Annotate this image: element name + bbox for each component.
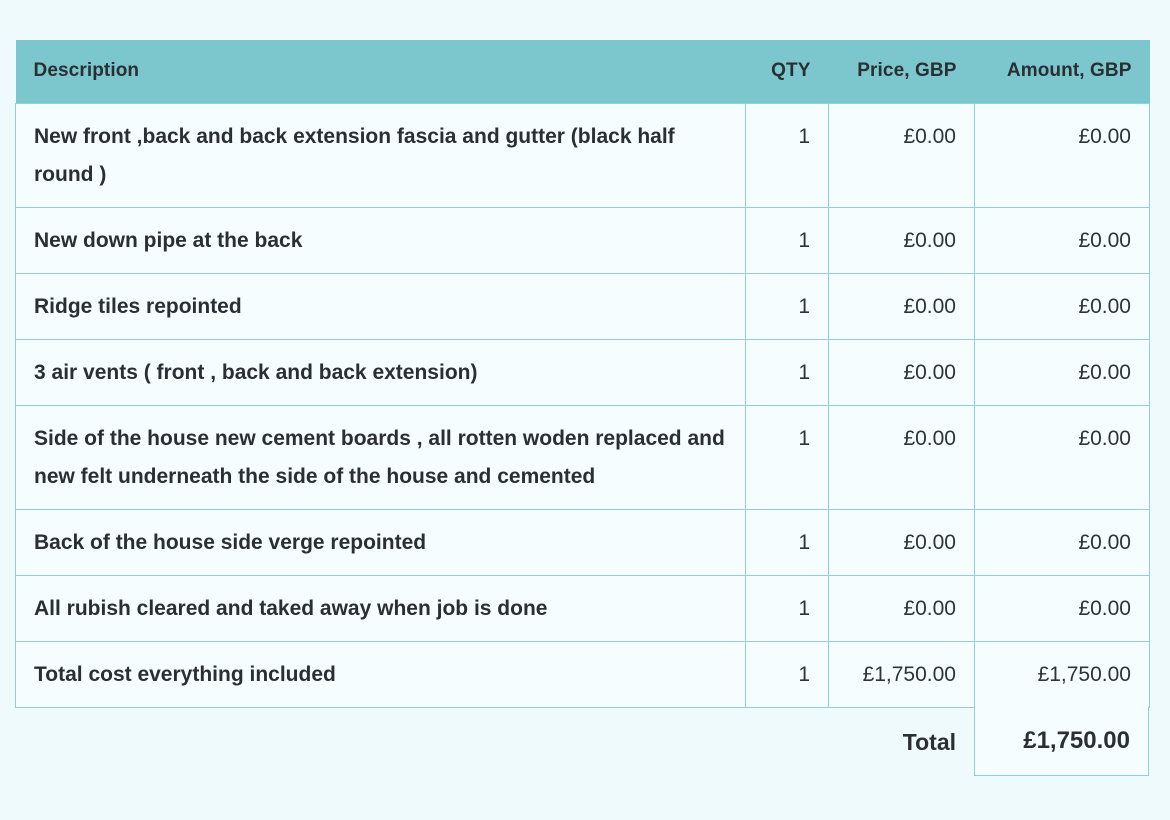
item-price: £0.00 [829, 207, 975, 273]
item-description: New down pipe at the back [16, 207, 746, 273]
item-qty: 1 [746, 641, 829, 707]
item-price: £1,750.00 [829, 641, 975, 707]
item-amount: £0.00 [975, 339, 1150, 405]
total-row [15, 708, 1149, 776]
item-qty: 1 [746, 103, 829, 207]
item-price: £0.00 [829, 509, 975, 575]
total-label: Total [902, 728, 956, 755]
item-description: Total cost everything included [16, 641, 746, 707]
table-row [16, 575, 1150, 641]
item-amount: £0.00 [975, 575, 1150, 641]
item-qty: 1 [746, 405, 829, 509]
item-price: £0.00 [829, 405, 975, 509]
quote-container [15, 40, 1149, 776]
item-qty: 1 [746, 207, 829, 273]
table-row [16, 641, 1150, 707]
item-amount: £0.00 [975, 509, 1150, 575]
table-row [16, 273, 1150, 339]
table-row [16, 509, 1150, 575]
header-price: Price, GBP [829, 40, 975, 103]
header-qty: QTY [746, 40, 829, 103]
item-description: All rubish cleared and taked away when job is done [16, 575, 746, 641]
item-description: New front ,back and back extension fascia and gutter (black half round ) [16, 103, 746, 207]
table-body [16, 103, 1150, 707]
item-price: £0.00 [829, 103, 975, 207]
header-row [16, 40, 1150, 103]
table-row [16, 339, 1150, 405]
item-description: Back of the house side verge repointed [16, 509, 746, 575]
table-header [16, 40, 1150, 103]
item-amount: £0.00 [975, 103, 1150, 207]
table-row [16, 103, 1150, 207]
item-qty: 1 [746, 273, 829, 339]
item-amount: £0.00 [975, 405, 1150, 509]
item-description: Side of the house new cement boards , all rotten woden replaced and new felt underneath the side of the house and cemented [16, 405, 746, 509]
item-amount: £1,750.00 [975, 641, 1150, 707]
total-value: £1,750.00 [974, 707, 1149, 776]
table-row [16, 405, 1150, 509]
item-description: 3 air vents ( front , back and back extension) [16, 339, 746, 405]
header-description: Description [16, 40, 746, 103]
item-description: Ridge tiles repointed [16, 273, 746, 339]
item-qty: 1 [746, 509, 829, 575]
item-amount: £0.00 [975, 207, 1150, 273]
item-price: £0.00 [829, 339, 975, 405]
item-qty: 1 [746, 575, 829, 641]
table-row [16, 207, 1150, 273]
header-amount: Amount, GBP [975, 40, 1150, 103]
line-items-table [15, 40, 1150, 708]
item-amount: £0.00 [975, 273, 1150, 339]
item-price: £0.00 [829, 575, 975, 641]
item-qty: 1 [746, 339, 829, 405]
item-price: £0.00 [829, 273, 975, 339]
